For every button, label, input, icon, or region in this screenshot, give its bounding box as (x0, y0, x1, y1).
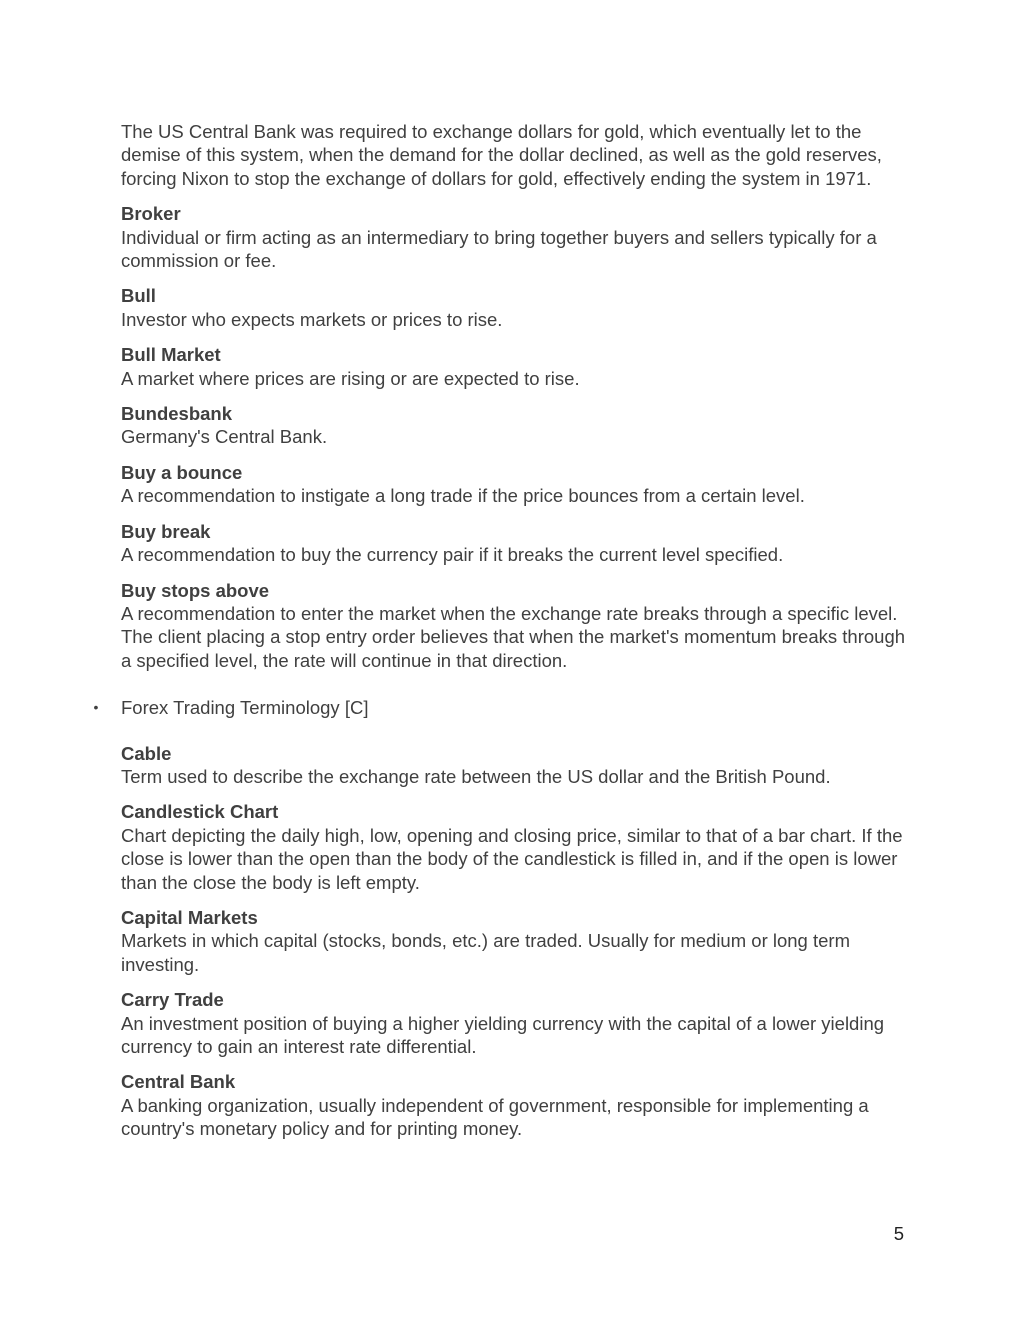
glossary-entry (121, 520, 911, 567)
glossary-entry (121, 202, 911, 272)
glossary-term: Bull Market (121, 344, 221, 366)
glossary-term: Broker (121, 203, 181, 225)
bullet-icon: • (93, 699, 99, 716)
glossary-entry (121, 402, 911, 449)
section-heading-c (93, 696, 911, 719)
glossary-entry (121, 343, 911, 390)
glossary-term: Bull (121, 285, 156, 307)
document-page (93, 120, 911, 1141)
glossary-term: Buy break (121, 520, 211, 542)
glossary-definition: A recommendation to instigate a long trade if the price bounces from a certain level. (121, 485, 805, 507)
section-heading-label: Forex Trading Terminology [C] (121, 697, 369, 719)
glossary-term: Bundesbank (121, 403, 233, 425)
glossary-definition: An investment position of buying a higher yielding currency with the capital of a lower yielding currency to gain an interest rate differential. (121, 1012, 885, 1057)
glossary-term: Buy stops above (121, 579, 270, 601)
glossary-definition: Investor who expects markets or prices to rise. (121, 308, 503, 330)
glossary-definition: Chart depicting the daily high, low, opening and closing price, similar to that of a bar chart. If the close is lower than the open than the body of the candlestick is filled in, and if the open is lower than the close the body is left empty. (121, 824, 903, 893)
glossary-term: Central Bank (121, 1071, 236, 1093)
glossary-term: Carry Trade (121, 989, 224, 1011)
glossary-entry (121, 461, 911, 508)
glossary-definition: A banking organization, usually independent of government, responsible for implementing a country's monetary policy and for printing money. (121, 1094, 869, 1140)
glossary-entry (121, 1070, 911, 1140)
glossary-entry (121, 988, 911, 1058)
glossary-term: Cable (121, 742, 172, 764)
glossary-term: Capital Markets (121, 906, 258, 928)
glossary-definition: Markets in which capital (stocks, bonds, etc.) are traded. Usually for medium or long term investing. (121, 930, 850, 975)
glossary-definition: Individual or firm acting as an intermediary to bring together buyers and sellers typically for a commission or fee. (121, 226, 877, 272)
intro-paragraph: The US Central Bank was required to exchange dollars for gold, which eventually let to the demise of this system, when the demand for the dollar declined, as well as the gold reserves, forcing Nixon to stop the exchange of dollars for gold, effectively ending the system in 1971. (121, 121, 882, 189)
glossary-term: Candlestick Chart (121, 801, 279, 823)
glossary-definition: Germany's Central Bank. (121, 426, 328, 448)
glossary-entry (121, 742, 911, 789)
glossary-entry (121, 906, 911, 976)
glossary-definition: A recommendation to buy the currency pair if it breaks the current level specified. (121, 544, 784, 566)
page-number: 5 (893, 1223, 904, 1244)
glossary-entry (121, 579, 911, 673)
glossary-definition: Term used to describe the exchange rate between the US dollar and the British Pound. (121, 765, 831, 787)
glossary-entry (121, 284, 911, 331)
glossary-definition: A market where prices are rising or are expected to rise. (121, 367, 580, 389)
glossary-entry (121, 800, 911, 894)
glossary-term: Buy a bounce (121, 461, 243, 483)
glossary-definition: A recommendation to enter the market when the exchange rate breaks through a specific level. The client placing a stop entry order believes that when the market's momentum breaks through a specified level, the rate will continue in that direction. (121, 602, 906, 671)
